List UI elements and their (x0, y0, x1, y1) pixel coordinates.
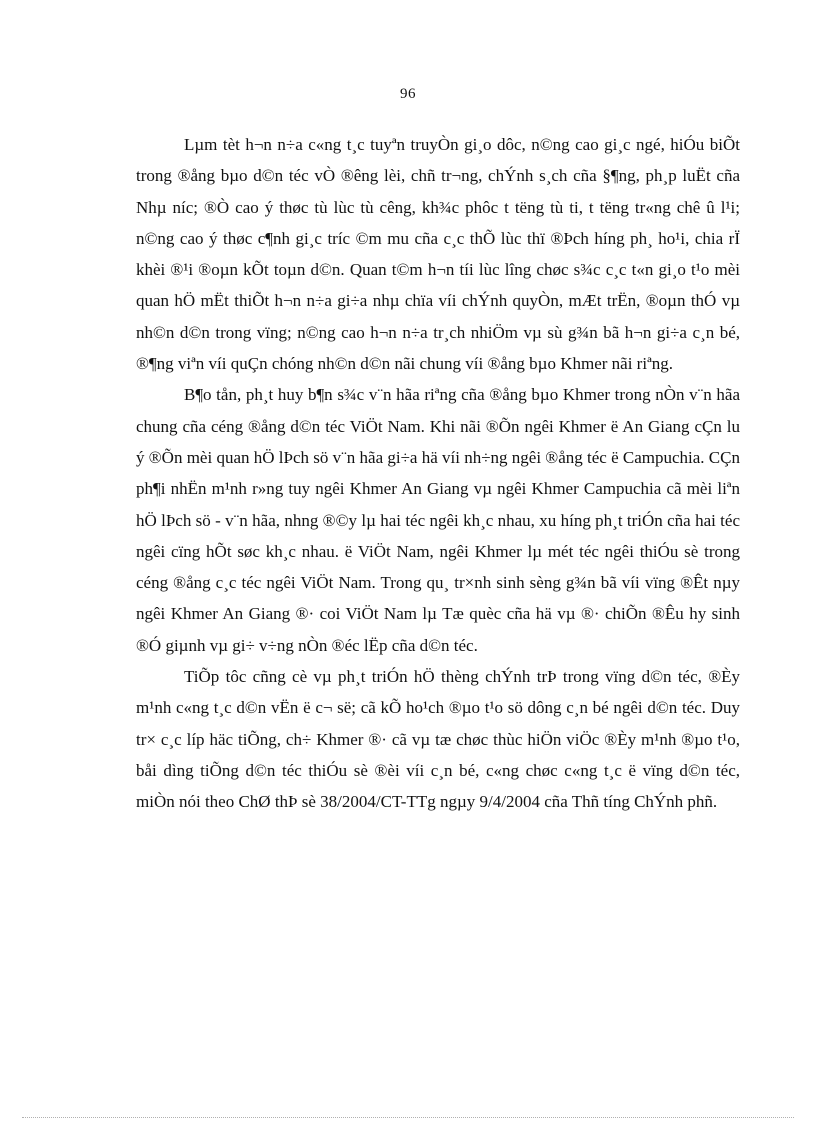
page-bottom-divider (22, 1117, 794, 1118)
document-body (136, 129, 740, 818)
page-number: 96 (400, 86, 416, 102)
paragraph-3: TiÕp tôc cñng cè vµ ph¸t triÓn hÖ thèng chÝnh trÞ trong vïng d©n téc, ®Èy m¹nh c«ng t¸c d©n vËn ë c¬ së; cã kÕ ho¹ch ®µo t¹o sö dông c¸n bé ngêi d©n téc. Duy tr× c¸c líp häc tiÕng, ch÷ Khmer ®· cã vµ tæ chøc thùc hiÖn viÖc ®Èy m¹nh ®µo t¹o, båi dìng tiÕng d©n téc thiÓu sè ®èi víi c¸n bé, c«ng chøc c«ng t¸c ë vïng d©n téc, miÒn nói theo ChØ thÞ sè 38/2004/CT-TTg ngµy 9/4/2004 cña Thñ tíng ChÝnh phñ. (136, 667, 740, 812)
paragraph-1: Lµm tèt h¬n n÷a c«ng t¸c tuyªn truyÒn gi¸o dôc, n©ng cao gi¸c ngé, hiÓu biÕt trong ®ång bµo d©n téc vÒ ®êng lèi, chñ tr¬ng, chÝnh s¸ch cña §¶ng, ph¸p luËt cña Nhµ níc; ®Ò cao ý thøc tù lùc tù cêng, kh¾c phôc t tëng tù ti, t tëng tr«ng chê û l¹i; n©ng cao ý thøc c¶nh gi¸c tríc ©m mu cña c¸c thÕ lùc thï ®Þch híng ph¸ ho¹i, chia rÏ khèi ®¹i ®oµn kÕt toµn d©n. Quan t©m h¬n tíi lùc lîng chøc s¾c c¸c t«n gi¸o t¹o mèi quan hÖ mËt thiÕt h¬n n÷a gi÷a nhµ chïa víi chÝnh quyÒn, mÆt trËn, ®oµn thÓ vµ nh©n d©n trong vïng; n©ng cao h¬n n÷a tr¸ch nhiÖm vµ sù g¾n bã h¬n gi÷a c¸n bé, ®¶ng viªn víi quÇn chóng nh©n d©n nãi chung víi ®ång bµo Khmer nãi riªng. (136, 135, 740, 374)
paragraph-2: B¶o tån, ph¸t huy b¶n s¾c v¨n hãa riªng cña ®ång bµo Khmer trong nÒn v¨n hãa chung cña céng ®ång d©n téc ViÖt Nam. Khi nãi ®Õn ngêi Khmer ë An Giang cÇn lu ý ®Õn mèi quan hÖ lÞch sö v¨n hãa gi÷a hä víi nh÷ng ngêi ®ång téc ë Campuchia. CÇn ph¶i nhËn m¹nh r»ng tuy ngêi Khmer An Giang vµ ngêi Khmer Campuchia cã mèi liªn hÖ lÞch sö - v¨n hãa, nhng ®©y lµ hai téc ngêi kh¸c nhau, xu híng ph¸t triÓn cña hai téc ngêi cïng hÕt søc kh¸c nhau. ë ViÖt Nam, ngêi Khmer lµ mét téc ngêi thiÓu sè trong céng ®ång c¸c téc ngêi ViÖt Nam. Trong qu¸ tr×nh sinh sèng g¾n bã víi vïng ®Êt nµy ngêi Khmer An Giang ®· coi ViÖt Nam lµ Tæ quèc cña hä vµ ®· chiÕn ®Êu hy sinh ®Ó giµnh vµ gi÷ v÷ng nÒn ®éc lËp cña d©n téc. (136, 385, 740, 655)
